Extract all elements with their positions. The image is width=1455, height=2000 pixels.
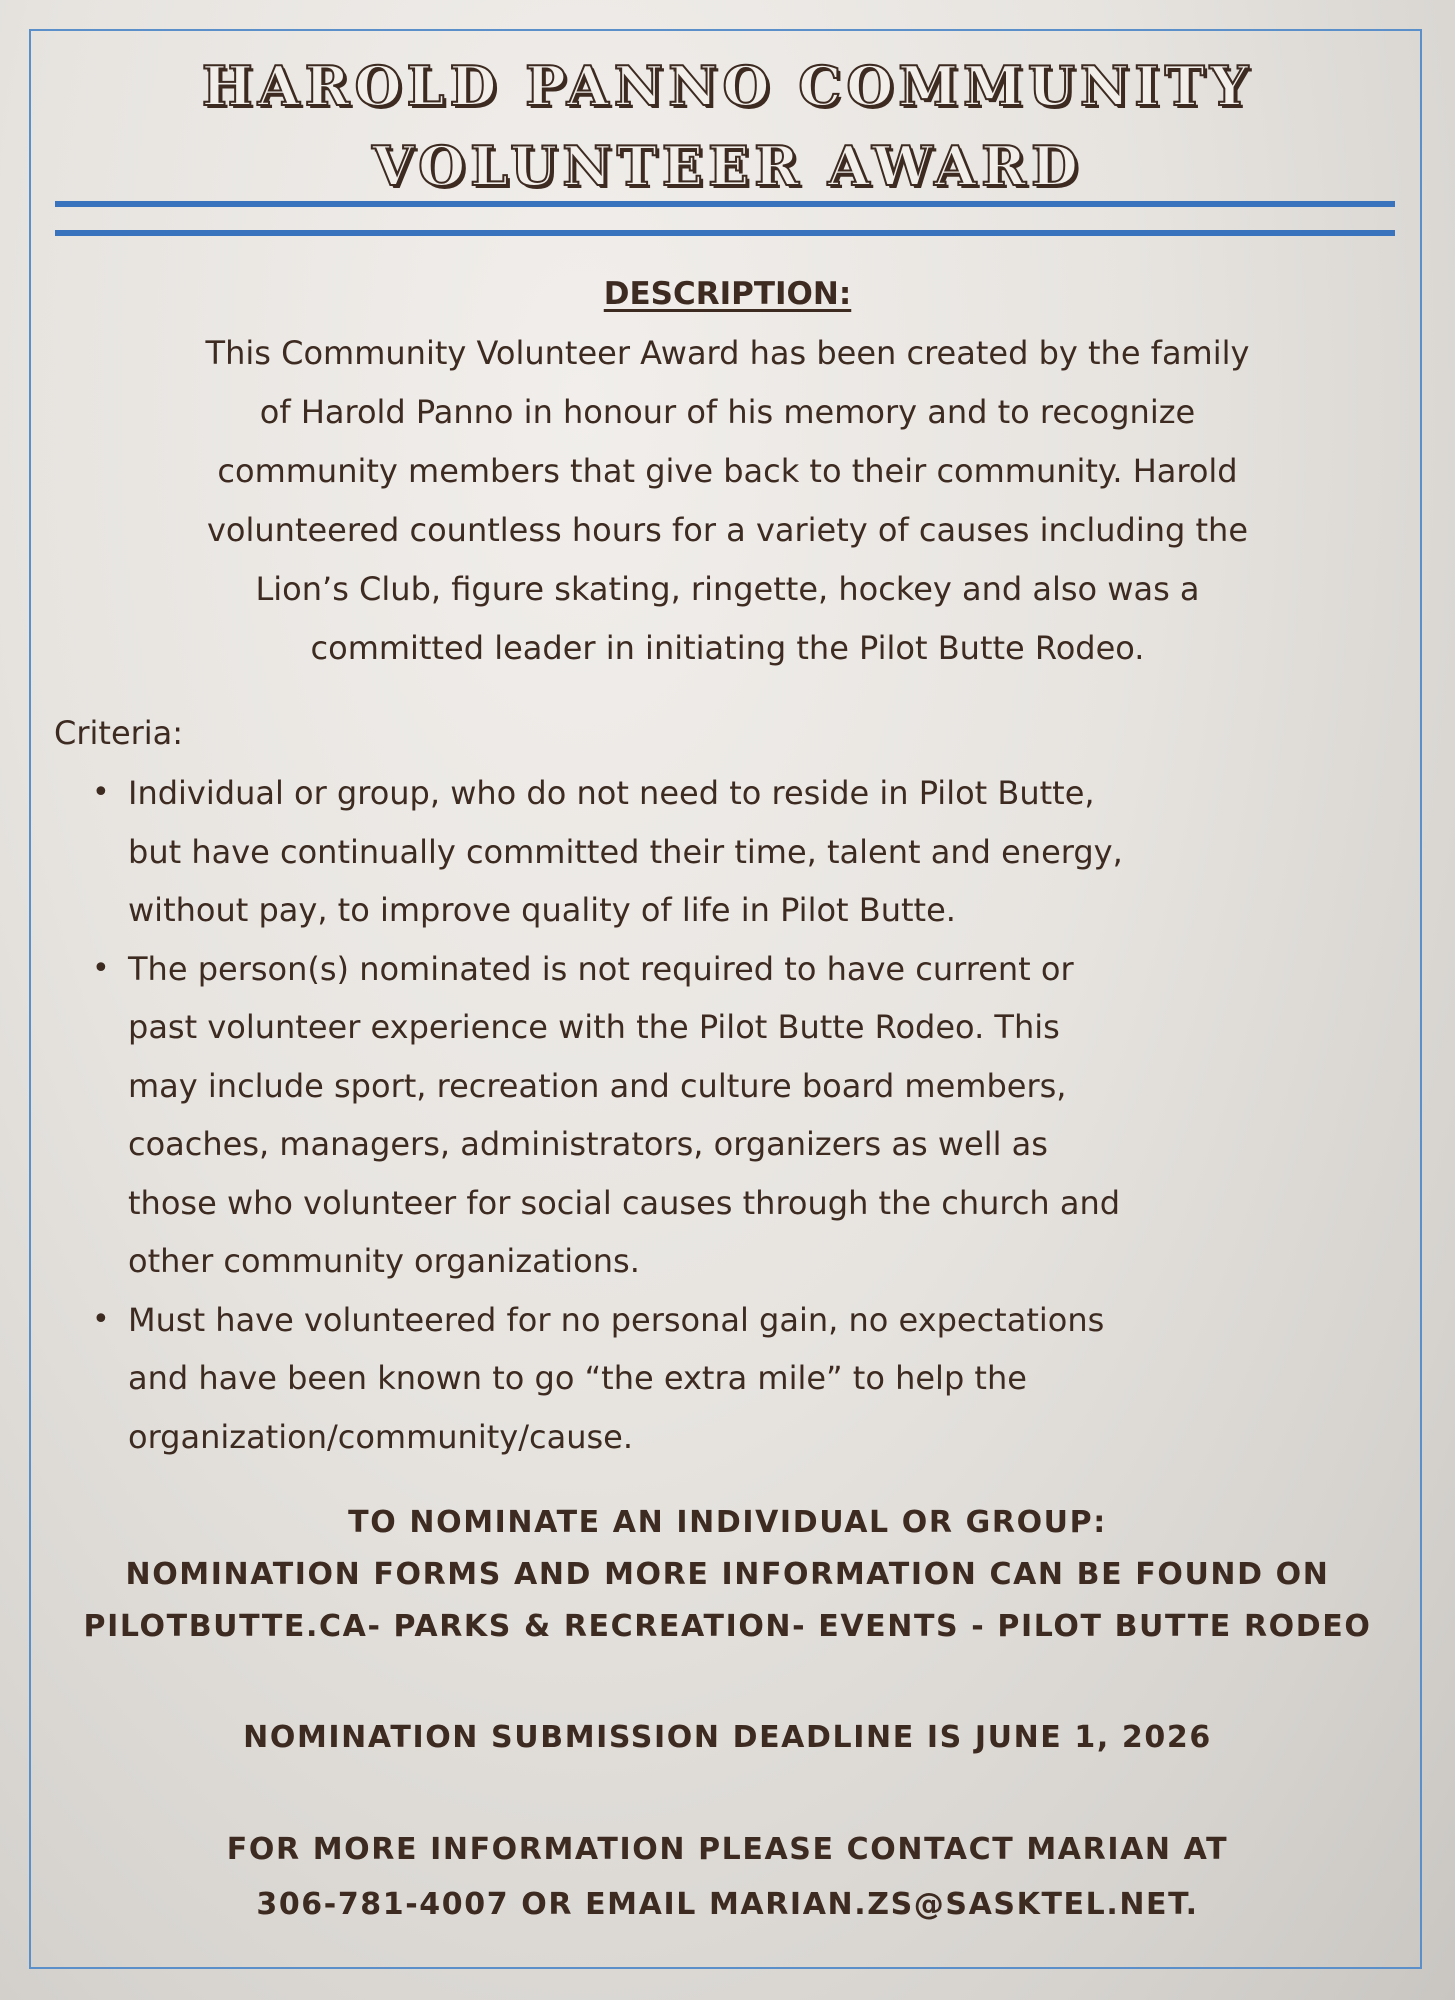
award-title-line-1: HAROLD PANNO COMMUNITY xyxy=(201,54,1254,118)
criteria-heading: Criteria: xyxy=(54,714,184,752)
description-line: volunteered countless hours for a variety of causes including the xyxy=(206,511,1249,549)
criteria-line: Must have volunteered for no personal gain, no expectations xyxy=(128,1300,1105,1339)
criteria-line: organization/community/cause. xyxy=(128,1417,633,1456)
contact-line-1: FOR MORE INFORMATION PLEASE CONTACT MARIAN AT xyxy=(226,1832,1229,1867)
nomination-info xyxy=(0,1497,1455,1653)
description-line: This Community Volunteer Award has been created by the family xyxy=(205,334,1250,372)
description-line: community members that give back to their community. Harold xyxy=(217,452,1238,490)
nominate-location-text: PILOTBUTTE.CA- PARKS & RECREATION- EVENTS - PILOT BUTTE RODEO xyxy=(83,1609,1372,1644)
award-title-line-2: VOLUNTEER AWARD xyxy=(372,134,1083,198)
title-divider-bottom xyxy=(55,230,1395,236)
criteria-line: coaches, managers, administrators, organizers as well as xyxy=(128,1125,1048,1163)
deadline-text: NOMINATION SUBMISSION DEADLINE IS JUNE 1, 2026 xyxy=(243,1720,1212,1755)
criteria-list xyxy=(90,764,1410,1466)
criteria-line: The person(s) nominated is not required to have current or xyxy=(128,949,1074,988)
criteria-line: may include sport, recreation and culture board members, xyxy=(128,1066,1067,1105)
description-text xyxy=(50,324,1405,678)
nominate-forms-text: NOMINATION FORMS AND MORE INFORMATION CAN BE FOUND ON xyxy=(125,1557,1330,1592)
submission-deadline xyxy=(0,1712,1455,1764)
contact-info xyxy=(0,1822,1455,1932)
contact-line-2: 306-781-4007 OR EMAIL MARIAN.ZS@SASKTEL.NET. xyxy=(256,1887,1199,1922)
criteria-item xyxy=(90,1291,1410,1467)
award-title xyxy=(0,46,1455,206)
description-line: of Harold Panno in honour of his memory and to recognize xyxy=(259,393,1196,431)
criteria-line: without pay, to improve quality of life in Pilot Butte. xyxy=(128,891,956,929)
description-line: committed leader in initiating the Pilot Butte Rodeo. xyxy=(310,629,1145,667)
bullet-icon: • xyxy=(92,950,110,986)
description-line: Lion’s Club, figure skating, ringette, hockey and also was a xyxy=(255,570,1200,608)
description-heading: DESCRIPTION: xyxy=(603,276,852,312)
criteria-item xyxy=(90,940,1410,1291)
nominate-heading: TO NOMINATE AN INDIVIDUAL OR GROUP: xyxy=(348,1505,1107,1540)
criteria-line: and have been known to go “the extra mile” to help the xyxy=(128,1359,1027,1397)
criteria-item xyxy=(90,764,1410,940)
criteria-line: past volunteer experience with the Pilot Butte Rodeo. This xyxy=(128,1008,1060,1046)
bullet-icon: • xyxy=(92,1301,110,1337)
bullet-icon: • xyxy=(92,775,110,810)
criteria-line: other community organizations. xyxy=(128,1242,640,1280)
criteria-line: but have continually committed their time, talent and energy, xyxy=(128,832,1123,871)
title-divider-top xyxy=(55,201,1395,207)
criteria-line: those who volunteer for social causes through the church and xyxy=(128,1183,1121,1222)
criteria-line: Individual or group, who do not need to reside in Pilot Butte, xyxy=(128,774,1095,812)
